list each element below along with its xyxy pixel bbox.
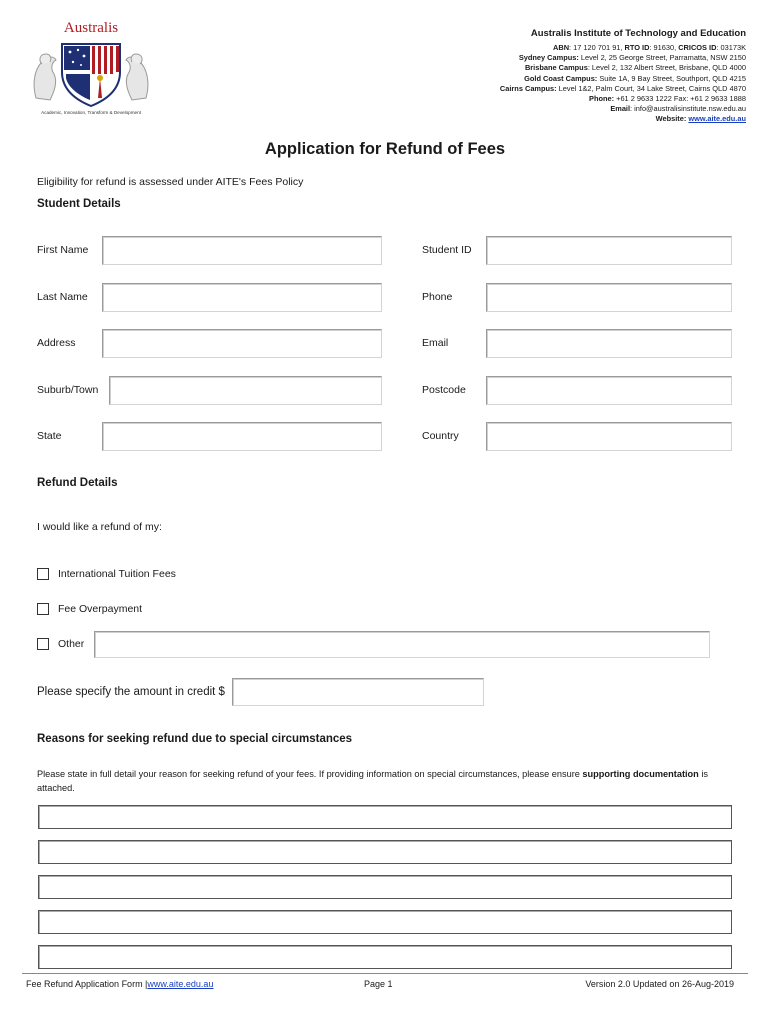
organization-name: Australis Institute of Technology and Education — [530, 28, 746, 39]
state-label: State — [37, 430, 62, 442]
reason-line-4[interactable] — [38, 910, 732, 934]
page-title: Application for Refund of Fees — [264, 140, 506, 158]
international-fees-checkbox[interactable] — [37, 568, 49, 580]
crest-icon — [28, 38, 154, 110]
address-field[interactable] — [102, 329, 382, 358]
suburb-label: Suburb/Town — [37, 384, 99, 396]
footer-website-link[interactable]: www.aite.edu.au — [147, 979, 214, 989]
credit-amount-label: Please specify the amount in credit $ — [37, 686, 225, 698]
address-label: Address — [37, 337, 76, 349]
footer-divider — [22, 973, 748, 974]
email-line: Email: info@australisinstitute.nsw.edu.au — [610, 104, 746, 114]
logo-wordmark: Australis — [63, 20, 119, 36]
student-id-label: Student ID — [422, 244, 472, 256]
student-id-field[interactable] — [486, 236, 732, 265]
footer-version: Version 2.0 Updated on 26-Aug-2019 — [585, 979, 734, 989]
country-label: Country — [422, 430, 459, 442]
postcode-label: Postcode — [422, 384, 466, 396]
reason-line-2[interactable] — [38, 840, 732, 864]
student-details-heading: Student Details — [37, 198, 121, 210]
reasons-heading: Reasons for seeking refund due to special circumstances — [37, 733, 353, 745]
fee-overpayment-label: Fee Overpayment — [58, 603, 143, 615]
footer-form-name: Fee Refund Application Form |www.aite.edu.au — [26, 979, 214, 989]
institute-logo — [28, 20, 154, 120]
option-fee-overpayment[interactable] — [37, 603, 142, 615]
reason-line-3[interactable] — [38, 875, 732, 899]
sydney-campus-line: Sydney Campus: Level 2, 25 George Street, Parramatta, NSW 2150 — [518, 53, 746, 63]
reason-line-1[interactable] — [38, 805, 732, 829]
postcode-field[interactable] — [486, 376, 732, 405]
refund-details-heading: Refund Details — [37, 477, 118, 489]
brisbane-campus-line: Brisbane Campus: Level 2, 132 Albert Street, Brisbane, QLD 4000 — [524, 63, 746, 73]
logo-tagline: Academic, Innovation, Transform & Development — [41, 110, 141, 115]
refund-prompt: I would like a refund of my: — [37, 521, 162, 533]
phone-field[interactable] — [486, 283, 732, 312]
fee-overpayment-checkbox[interactable] — [37, 603, 49, 615]
reason-line-5[interactable] — [38, 945, 732, 969]
website-link[interactable]: www.aite.edu.au — [688, 114, 746, 124]
credit-amount-field[interactable] — [232, 678, 484, 706]
website-line: Website: www.aite.edu.au — [655, 114, 746, 124]
first-name-field[interactable] — [102, 236, 382, 265]
email-label: Email — [422, 337, 449, 349]
phone-label: Phone — [422, 291, 453, 303]
international-fees-label: International Tuition Fees — [58, 568, 176, 580]
last-name-label: Last Name — [37, 291, 88, 303]
organization-info — [500, 27, 746, 125]
other-label: Other — [58, 638, 85, 650]
country-field[interactable] — [486, 422, 732, 451]
first-name-label: First Name — [37, 244, 89, 256]
cairns-campus-line: Cairns Campus: Level 1&2, Palm Court, 34 Lake Street, Cairns QLD 4870 — [499, 83, 746, 93]
registration-line: ABN: 17 120 701 91, RTO ID: 91630, CRICOS ID: 03173K — [553, 43, 746, 52]
last-name-field[interactable] — [102, 283, 382, 312]
gold-coast-campus-line: Gold Coast Campus: Suite 1A, 9 Bay Street, Southport, QLD 4215 — [524, 73, 746, 83]
suburb-field[interactable] — [109, 376, 382, 405]
reasons-instructions: Please state in full detail your reason for seeking refund of your fees. If providing information on special circumstances, please ensure supporting documentation is attached. — [37, 769, 708, 793]
footer-page-number: Page 1 — [364, 979, 393, 989]
email-field[interactable] — [486, 329, 732, 358]
phone-line: Phone: +61 2 9633 1222 Fax: +61 2 9633 1888 — [589, 94, 746, 104]
option-international-fees[interactable] — [37, 568, 176, 580]
option-other[interactable] — [37, 638, 84, 650]
other-checkbox[interactable] — [37, 638, 49, 650]
eligibility-note: Eligibility for refund is assessed under AITE's Fees Policy — [37, 176, 304, 188]
state-field[interactable] — [102, 422, 382, 451]
other-specify-field[interactable] — [94, 631, 710, 658]
